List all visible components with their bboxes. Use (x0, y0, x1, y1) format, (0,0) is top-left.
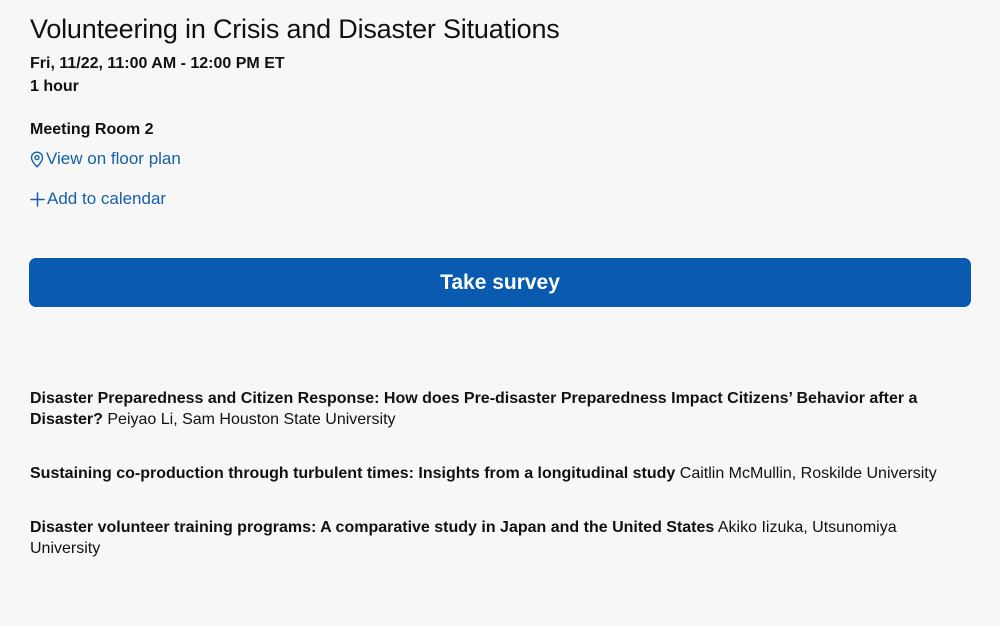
add-to-calendar-label: Add to calendar (47, 189, 167, 208)
paper-item (30, 463, 970, 484)
session-title: Volunteering in Crisis and Disaster Situations (30, 14, 560, 44)
paper-item (30, 388, 970, 430)
view-floor-plan-link[interactable] (30, 148, 181, 170)
plus-icon (30, 192, 45, 207)
paper-authors: Caitlin McMullin, Roskilde University (679, 465, 937, 482)
paper-item (30, 517, 970, 559)
map-pin-icon (30, 151, 44, 168)
paper-title: Sustaining co-production through turbulent times: Insights from a longitudinal study (30, 465, 676, 482)
paper-authors: Akiko Iizuka, Utsunomiya University (30, 519, 897, 557)
take-survey-button[interactable]: Take survey (29, 258, 971, 307)
paper-list (30, 388, 970, 592)
paper-title: Disaster Preparedness and Citizen Response: How does Pre-disaster Preparedness Impact Citizens’ Behavior after a Disaster? (30, 390, 918, 428)
session-datetime: Fri, 11/22, 11:00 AM - 12:00 PM ET (30, 55, 285, 72)
paper-authors: Peiyao Li, Sam Houston State University (107, 411, 396, 428)
session-location: Meeting Room 2 (30, 121, 154, 138)
view-floor-plan-label: View on floor plan (46, 149, 181, 168)
paper-title: Disaster volunteer training programs: A comparative study in Japan and the United States (30, 519, 715, 536)
session-duration: 1 hour (30, 78, 79, 95)
add-to-calendar-link[interactable] (30, 188, 166, 210)
